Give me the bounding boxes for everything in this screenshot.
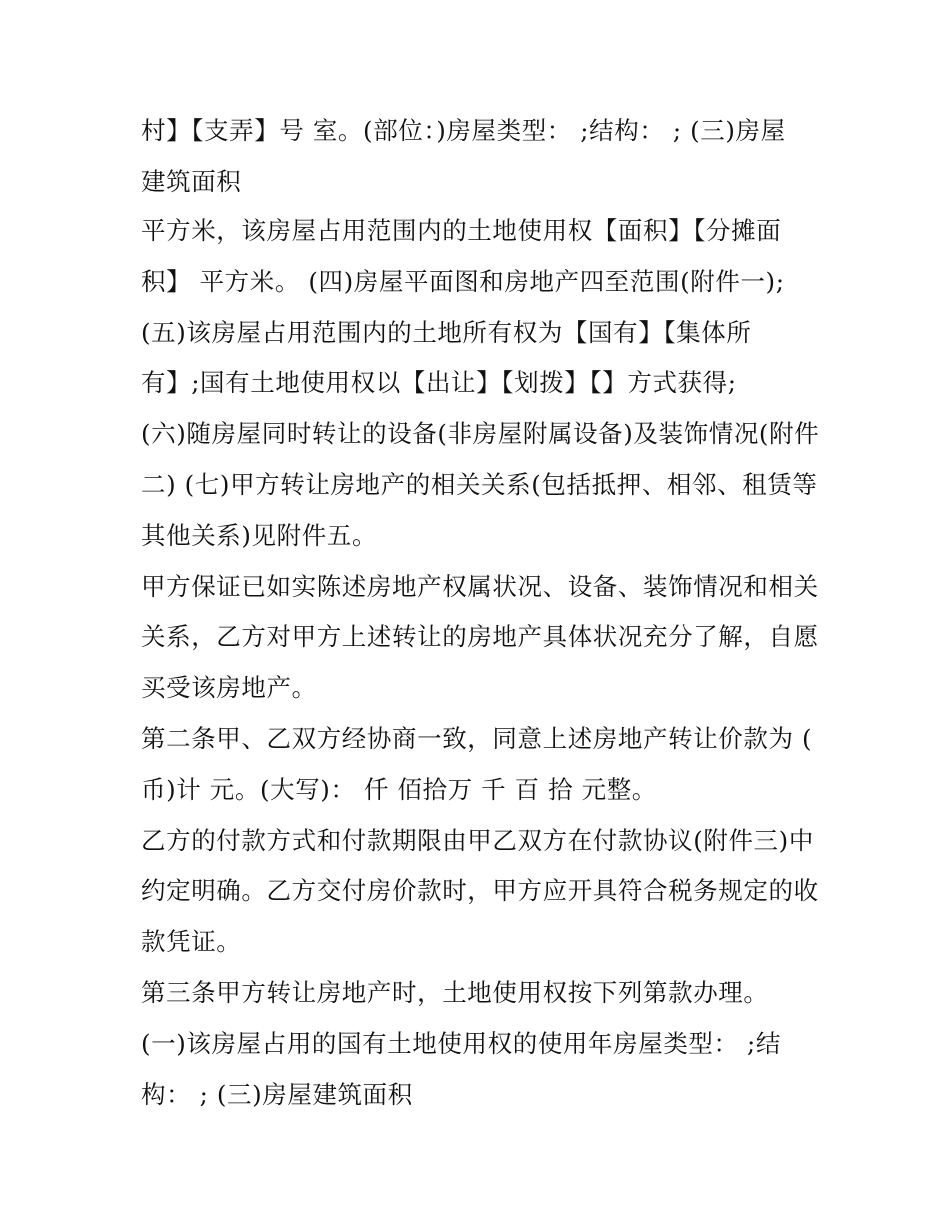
text-line: 买受该房地产。 (141, 673, 317, 702)
text-line: 币)计 元。(大写)： 仟 佰拾万 千 百 拾 元整。 (141, 775, 657, 804)
text-line: (五)该房屋占用范围内的土地所有权为【国有】【集体所 (141, 318, 752, 347)
text-line: (一)该房屋占用的国有土地使用权的使用年房屋类型： ;结 (141, 1029, 781, 1058)
text-line: 构： ; (三)房屋建筑面积 (141, 1080, 413, 1109)
text-line: 关系，乙方对甲方上述转让的房地产具体状况充分了解，自愿 (141, 622, 819, 651)
text-line: (六)随房屋同时转让的设备(非房屋附属设备)及装饰情况(附件 (141, 419, 820, 448)
text-line: 第三条甲方转让房地产时，土地使用权按下列第款办理。 (141, 978, 769, 1007)
text-line: 平方米，该房屋占用范围内的土地使用权【面积】【分摊面 (141, 216, 782, 245)
text-line: 第二条甲、乙双方经协商一致，同意上述房地产转让价款为 ( (141, 724, 813, 753)
text-line: 二) (七)甲方转让房地产的相关关系(包括抵押、相邻、租赁等 (141, 470, 818, 499)
text-line: 其他关系)见附件五。 (141, 521, 378, 550)
text-line: 积】 平方米。 (四)房屋平面图和房地产四至范围(附件一); (141, 267, 785, 296)
text-line: 村】【支弄】号 室。(部位：)房屋类型： ;结构： ; (三)房屋 (141, 116, 786, 145)
text-line: 款凭证。 (141, 927, 242, 956)
text-line: 乙方的付款方式和付款期限由甲乙双方在付款协议(附件三)中 (141, 826, 814, 855)
text-line: 建筑面积 (141, 167, 242, 196)
text-line: 有】;国有土地使用权以【出让】【划拨】【】方式获得; (141, 368, 737, 397)
text-line: 约定明确。乙方交付房价款时，甲方应开具符合税务规定的收 (141, 876, 819, 905)
text-line: 甲方保证已如实陈述房地产权属状况、设备、装饰情况和相关 (141, 572, 819, 601)
